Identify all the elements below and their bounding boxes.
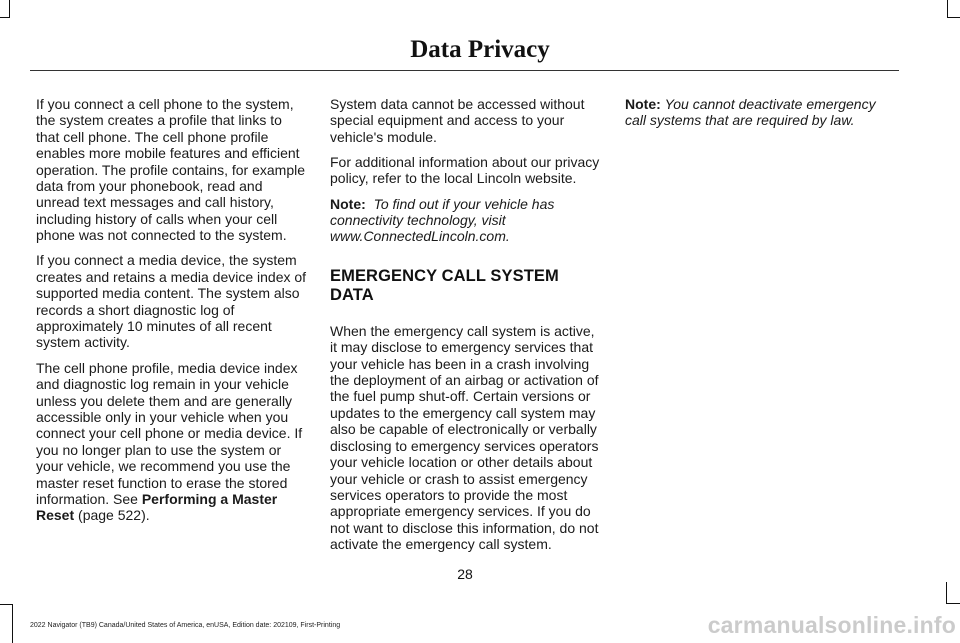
master-reset-page-ref: (page 522). xyxy=(74,507,150,524)
edition-footer: 2022 Navigator (TB9) Canada/United States of America, enUSA, Edition date: 202109, First-Printing xyxy=(30,622,341,629)
page-number: 28 xyxy=(457,566,473,582)
header-divider xyxy=(30,70,899,71)
crop-mark-top-left-vertical xyxy=(9,0,10,17)
system-data-paragraph: System data cannot be accessed without special equipment and access to your vehicle's module. xyxy=(330,96,585,145)
master-reset-link[interactable]: Performing a Master Reset xyxy=(36,490,278,524)
privacy-policy-paragraph: For additional information about our privacy policy, refer to the local Lincoln website. xyxy=(330,154,600,187)
text-column-right xyxy=(625,96,897,138)
text-column-middle xyxy=(330,96,602,561)
crop-mark-bottom-right-horizontal xyxy=(946,603,960,604)
emergency-call-paragraph: When the emergency call system is active, it may disclose to emergency services that your vehicle has been in a crash involving the deployment of an airbag or activation of the fuel pump shut-off. Certain versions or updates to the emergency call system may also be capable of electronically or verbally disclosing to emergency services operators your vehicle location or other details about your vehicle or crash to assist emergency services operators to provide the most appropriate emergency services. If you do not want to disclose this information, do not activate the emergency call system. xyxy=(330,322,599,553)
master-reset-paragraph xyxy=(36,360,308,524)
watermark-logo: carmanualsonline.info xyxy=(707,612,956,638)
crop-mark-top-right-vertical xyxy=(947,0,948,17)
connectivity-note xyxy=(330,196,602,245)
emergency-deactivate-note xyxy=(625,96,897,129)
note-text: You cannot deactivate emergency call systems that are required by law. xyxy=(625,96,876,129)
page-title: Data Privacy xyxy=(410,36,550,63)
master-reset-text: The cell phone profile, media device index and diagnostic log remain in your vehicle unless you delete them and are generally accessible only in your vehicle when you connect your cell phone or media device. If you no longer plan to use the system or your vehicle, we recommend you use the master reset function to erase the stored information. See xyxy=(36,359,303,507)
crop-mark-top-right-horizontal xyxy=(947,17,960,18)
crop-mark-bottom-right-vertical xyxy=(946,582,947,604)
section-heading: EMERGENCY CALL SYSTEM DATA xyxy=(330,266,559,304)
media-device-paragraph: If you connect a media device, the system creates and retains a media device index of supported media content. The system also records a short diagnostic log of approximately 10 minutes of all recent system activity. xyxy=(36,252,307,351)
crop-mark-top-left-horizontal xyxy=(0,17,10,18)
crop-mark-bottom-left-horizontal xyxy=(0,604,13,605)
note-label: Note: xyxy=(330,195,366,212)
note-text: To find out if your vehicle has connectivity technology, visit www.ConnectedLincoln.com. xyxy=(330,195,555,245)
crop-mark-bottom-left-vertical xyxy=(12,604,13,643)
cell-phone-profile-paragraph: If you connect a cell phone to the system, the system creates a profile that links to that cell phone. The cell phone profile enables more mobile features and efficient operation. The profile contains, for example data from your phonebook, read and unread text messages and call history, including history of calls when your cell phone was not connected to the system. xyxy=(36,96,306,244)
note-label: Note: xyxy=(625,96,661,112)
text-column-left xyxy=(36,96,308,533)
